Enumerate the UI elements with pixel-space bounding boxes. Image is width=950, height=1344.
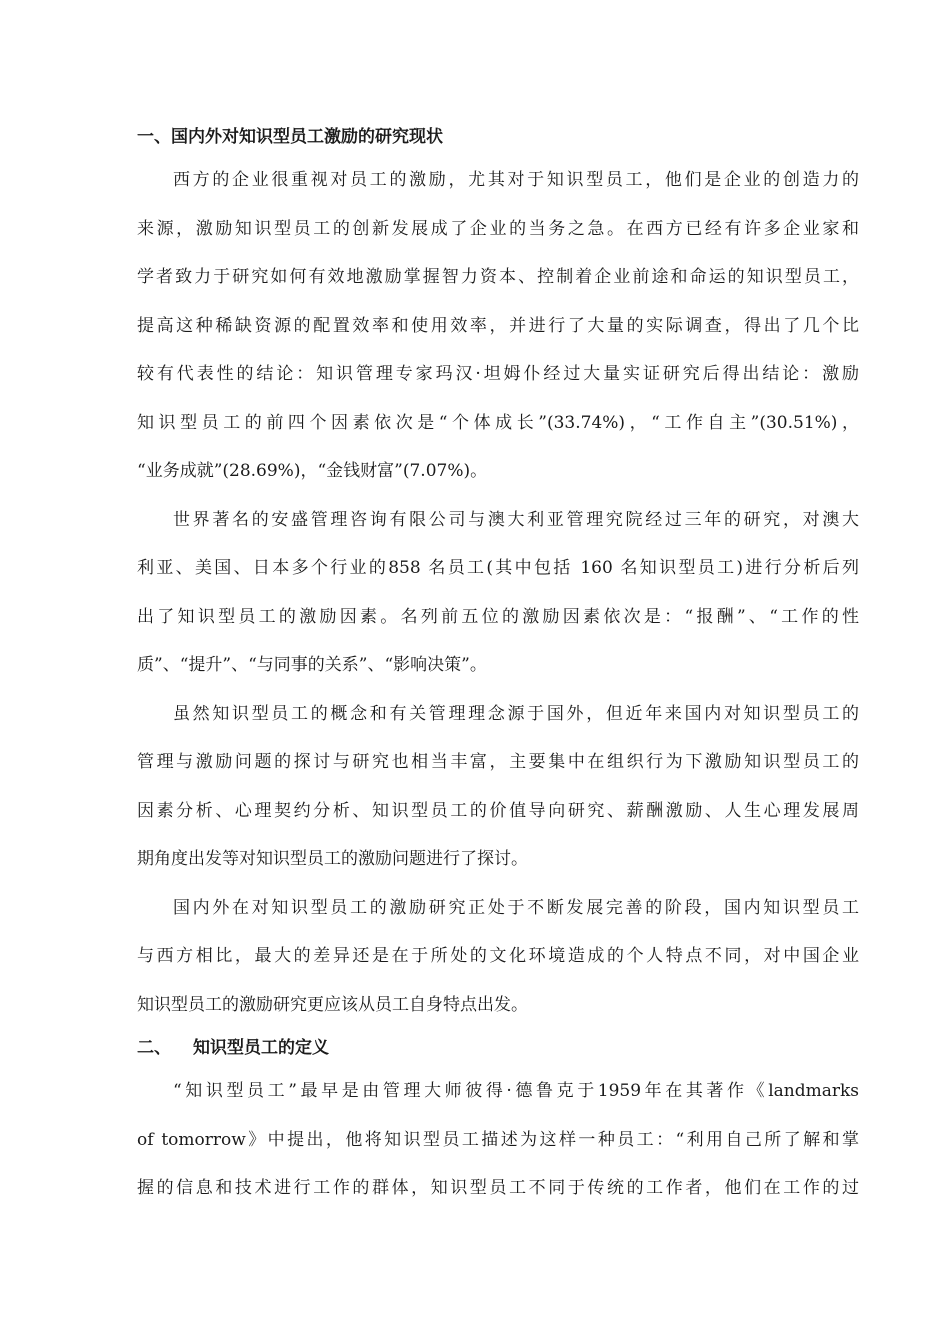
text-line: 来源，激励知识型员工的创新发展成了企业的当务之急。在西方已经有许多企业家和 xyxy=(137,218,859,239)
text-line: 期角度出发等对知识型员工的激励问题进行了探讨。 xyxy=(137,849,528,869)
text-line: of tomorrow》中提出，他将知识型员工描述为这样一种员工：“利用自己所了解和掌 xyxy=(137,1129,859,1150)
section-2-heading xyxy=(137,1029,859,1067)
text-line: 提高这种稀缺资源的配置效率和使用效率，并进行了大量的实际调查，得出了几个比 xyxy=(137,315,859,336)
text-line: 知识型员工的前四个因素依次是“个体成长”(33.74%)，“工作自主”(30.51%)， xyxy=(137,412,859,433)
section-1-paragraph-1 xyxy=(137,156,859,496)
section-2-paragraph-1 xyxy=(137,1067,859,1213)
section-2-title: 知识型员工的定义 xyxy=(193,1038,329,1058)
section-1-paragraph-4 xyxy=(137,884,859,1030)
text-line: 知识型员工的激励研究更应该从员工自身特点出发。 xyxy=(137,994,528,1015)
section-1-paragraph-3 xyxy=(137,690,859,884)
text-line: 与西方相比，最大的差异还是在于所处的文化环境造成的个人特点不同，对中国企业 xyxy=(137,946,859,966)
section-1-paragraph-2 xyxy=(137,496,859,690)
text-line: “知识型员工”最早是由管理大师彼得·德鲁克于1959年在其著作《landmarks xyxy=(173,1081,859,1101)
text-line: 西方的企业很重视对员工的激励，尤其对于知识型员工，他们是企业的创造力的 xyxy=(173,170,859,190)
text-line: 较有代表性的结论：知识管理专家玛汉·坦姆仆经过大量实证研究后得出结论：激励 xyxy=(137,364,859,384)
document-body xyxy=(137,118,859,1213)
section-1-heading: 一、国内外对知识型员工激励的研究现状 xyxy=(137,127,443,147)
text-line: 质”、“提升”、“与同事的关系”、“影响决策”。 xyxy=(137,655,487,675)
text-line: 世界著名的安盛管理咨询有限公司与澳大利亚管理究院经过三年的研究，对澳大 xyxy=(173,509,859,530)
text-line: 因素分析、心理契约分析、知识型员工的价值导向研究、薪酬激励、人生心理发展周 xyxy=(137,800,859,821)
text-line: 学者致力于研究如何有效地激励掌握智力资本、控制着企业前途和命运的知识型员工， xyxy=(137,267,859,287)
text-line: 利亚、美国、日本多个行业的858 名员工(其中包括 160 名知识型员工)进行分析后列 xyxy=(137,558,859,578)
text-line: 出了知识型员工的激励因素。名列前五位的激励因素依次是：“报酬”、“工作的性 xyxy=(137,606,859,627)
section-2-number: 二、 xyxy=(137,1038,171,1058)
text-line: 国内外在对知识型员工的激励研究正处于不断发展完善的阶段，国内知识型员工 xyxy=(173,897,859,918)
text-line: 管理与激励问题的探讨与研究也相当丰富，主要集中在组织行为下激励知识型员工的 xyxy=(137,752,859,772)
text-line: “业务成就”(28.69%)，“金钱财富”(7.07%)。 xyxy=(137,461,488,481)
text-line: 虽然知识型员工的概念和有关管理理念源于国外，但近年来国内对知识型员工的 xyxy=(173,703,859,724)
text-line: 握的信息和技术进行工作的群体，知识型员工不同于传统的工作者，他们在工作的过 xyxy=(137,1178,859,1198)
